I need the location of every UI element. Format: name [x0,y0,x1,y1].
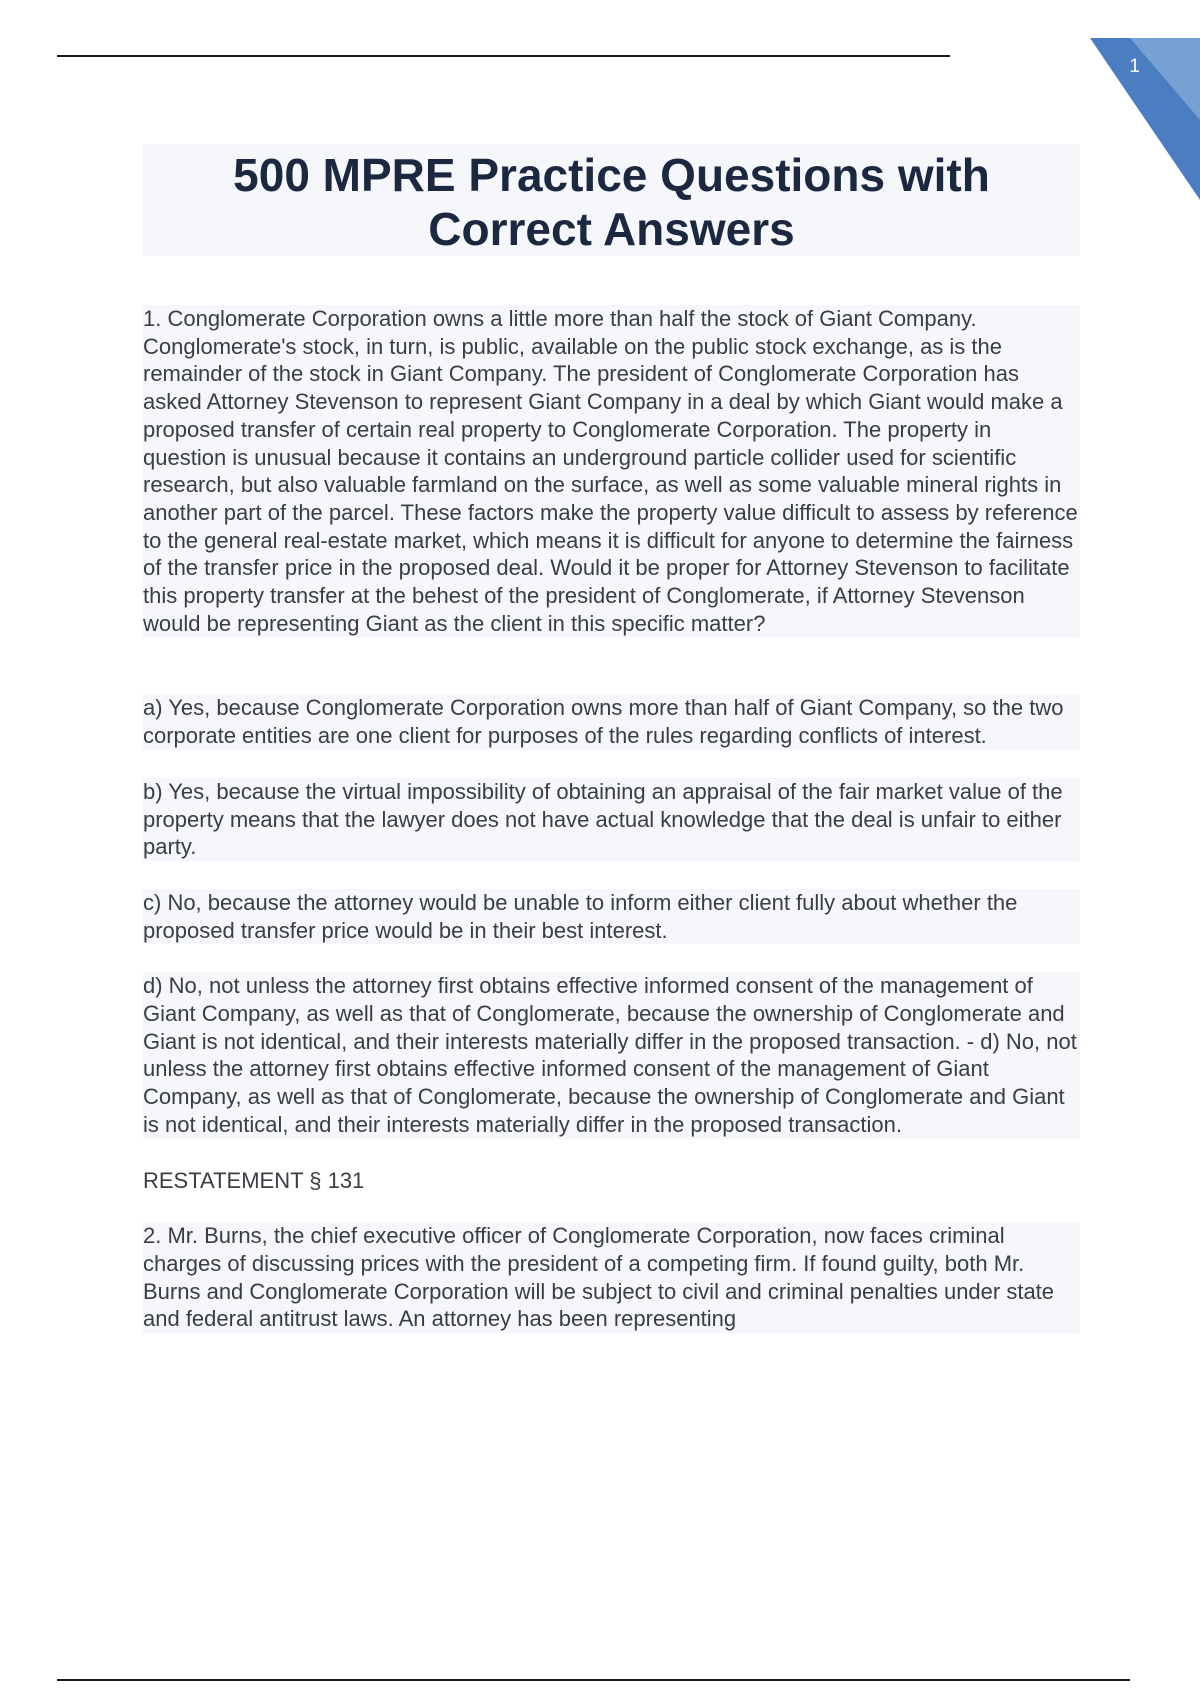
document-body [143,305,1080,1333]
page-title [143,144,1080,256]
page-number: 1 [1129,56,1140,77]
question-1-text: 1. Conglomerate Corporation owns a little more than half the stock of Giant Company. Conglomerate's stock, in turn, is public, available on the public stock exchange, as is the remainder of the stock in Giant Company. The president of Conglomerate Corporation has asked Attorney Stevenson to represent Giant Company in a deal by which Giant would make a proposed transfer of certain real property to Conglomerate Corporation. The property in question is unusual because it contains an underground particle collider used for scientific research, but also valuable farmland on the surface, as well as some valuable mineral rights in another part of the parcel. These factors make the property value difficult to assess by reference to the general real-estate market, which means it is difficult for anyone to determine the fairness of the transfer price in the proposed deal. Would it be proper for Attorney Stevenson to facilitate this property transfer at the behest of the president of Conglomerate, if Attorney Stevenson would be representing Giant as the client in this specific matter? [143,305,1080,637]
question-1-option-b: b) Yes, because the virtual impossibility of obtaining an appraisal of the fair market value of the property means that the lawyer does not have actual knowledge that the deal is unfair to either party. [143,778,1080,861]
question-1-option-d: d) No, not unless the attorney first obtains effective informed consent of the management of Giant Company, as well as that of Conglomerate, because the ownership of Conglomerate and Giant is not identical, and their interests materially differ in the proposed transaction. - d) No, not unless the attorney first obtains effective informed consent of the management of Giant Company, as well as that of Conglomerate, because the ownership of Conglomerate and Giant is not identical, and their interests materially differ in the proposed transaction. [143,972,1080,1138]
footer-rule [57,1679,1130,1681]
header-rule [57,55,950,57]
question-1-reference: RESTATEMENT § 131 [143,1167,365,1193]
question-2-text: 2. Mr. Burns, the chief executive officer of Conglomerate Corporation, now faces criminal charges of discussing prices with the president of a competing firm. If found guilty, both Mr. Burns and Conglomerate Corporation will be subject to civil and criminal penalties under state and federal antitrust laws. An attorney has been representing [143,1222,1080,1333]
title-line-2: Correct Answers [428,203,795,255]
question-1-option-c: c) No, because the attorney would be unable to inform either client fully about whether the proposed transfer price would be in their best interest. [143,889,1080,944]
title-line-1: 500 MPRE Practice Questions with [233,149,990,201]
title-block [143,144,1080,256]
question-1-option-a: a) Yes, because Conglomerate Corporation owns more than half of Giant Company, so the two corporate entities are one client for purposes of the rules regarding conflicts of interest. [143,694,1080,749]
